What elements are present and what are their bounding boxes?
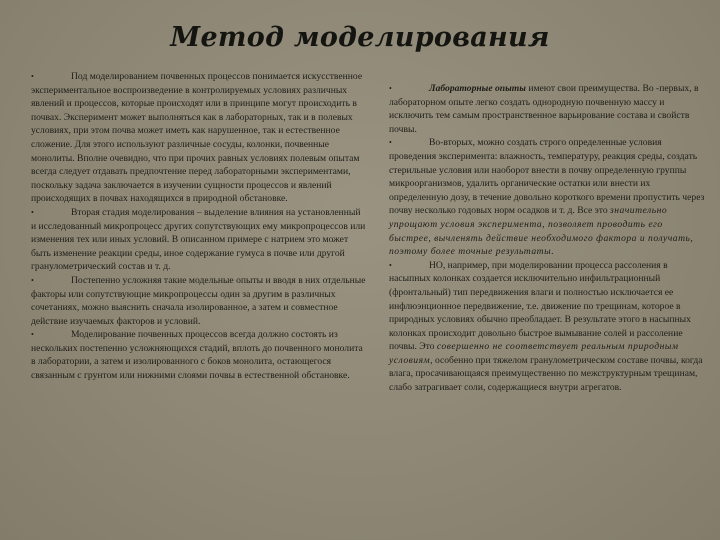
bullet-icon: • bbox=[31, 72, 34, 81]
left-paragraph-3 bbox=[31, 274, 368, 328]
right-paragraph-3-emphasis: совершенно не соответствует реальным природным условиям bbox=[389, 341, 679, 366]
right-column bbox=[389, 82, 707, 395]
left-column bbox=[31, 70, 368, 383]
bullet-icon: • bbox=[31, 275, 34, 285]
right-paragraph-2-emphasis: значительно упрощают условия эксперимента, позволяет проводить его быстрее, вычленять действие необходимого фактора и получать, поэтому более точные результаты bbox=[389, 205, 694, 258]
right-paragraph-1-lead: Лабораторные опыты bbox=[429, 83, 526, 94]
right-paragraph-2 bbox=[389, 136, 707, 258]
left-paragraph-4 bbox=[31, 328, 368, 382]
bullet-icon: • bbox=[31, 330, 34, 340]
bullet-icon: • bbox=[389, 84, 392, 93]
right-paragraph-2-text: Во-вторых, можно создать строго определенные условия проведения эксперимента: влажность, температуру, реакция среды, создать стерильные условия или наоборот внести в почву определенную группы микроорганизмов, удалить органические остатки или внести их определенную дозу, в течение довольно короткого времени пропустить через почву несколько годовых норм осадков и т. д. Все это bbox=[389, 137, 705, 217]
left-paragraph-4-text: Моделирование почвенных процессов всегда должно состоять из нескольких постепенно усложняющихся стадий, вплоть до почвенного монолита в лаборатории, а затем и изолированного с боков монолита, остающегося связанным с грунтом или нижними слоями почвы в естественной обстановке. bbox=[31, 329, 363, 382]
left-paragraph-3-text: Постепенно усложняя такие модельные опыты и вводя в них отдельные факторы или сопутствующие микропроцессы один за другим в различных сочетаниях, можно выяснить сначала изолированное, а затем и совместное действие изучаемых факторов и условий. bbox=[31, 274, 366, 327]
right-paragraph-2-end: . bbox=[551, 246, 554, 258]
bullet-icon: • bbox=[389, 138, 392, 148]
left-paragraph-2-text: Вторая стадия моделирования – выделение влияния на установленный и исследованный микропроцесс других сопутствующих ему микропроцессов или изменения тех или иных условий. В описанном примере с натрием это может быть изменение реакции среды, иное содержание гумуса в почве или другой гранулометрический состав и т. д. bbox=[31, 206, 366, 273]
left-paragraph-2 bbox=[31, 206, 368, 274]
bullet-icon: • bbox=[389, 260, 392, 270]
left-paragraph-1 bbox=[31, 70, 368, 206]
right-paragraph-3-end: , особенно при тяжелом гранулометрическом составе почвы, когда влага, просачивающаяся преимущественно по межструктурным трещинам, слабо затрагивает соли, содержащиеся внутри агрегатов. bbox=[389, 354, 703, 394]
right-paragraph-3-text: НО, например, при моделировании процесса рассоления в насыпных колонках создается исключительно инфильтрационный (фронтальный) тип передвижения влаги и полностью исключается ее инфлюэнционное передвижение, т.е. движение по трещинам, которое в природных условиях обычно преобладает. В результате этого в насыпных колонках происходит довольно быстрое вымывание солей и рассоление почвы. Это bbox=[389, 259, 691, 353]
bullet-icon: • bbox=[31, 207, 34, 217]
slide-title: Метод моделирования bbox=[170, 22, 550, 53]
left-paragraph-1-text: Под моделированием почвенных процессов понимается искусственное экспериментальное воспроизведение в контролируемых условиях различных явлений и процессов, которые происходят или в принципе могут происходить в почвах. Эксперимент может выполняться как в лабораторных, так и в полевых условиях, при этом почва может иметь как нарушенное, так и естественное сложение. Для этого используют различные сосуды, колонки, почвенные монолиты. Вполне очевидно, что при прочих равных условиях полевым опытам всегда следует отдавать предпочтение перед лабораторными экспериментами, поскольку задача заключается в изучении сущности процессов и явлений происходящих в почвах находящихся в природной обстановке. bbox=[31, 71, 363, 205]
right-paragraph-3 bbox=[389, 259, 707, 395]
right-paragraph-1-text: имеют свои преимущества. Во -первых, в лабораторном опыте легко создать однородную почвенную массу и исключить тем самым пространственное варьирование состава и свойств почвы. bbox=[389, 83, 699, 135]
right-paragraph-1 bbox=[389, 82, 707, 136]
